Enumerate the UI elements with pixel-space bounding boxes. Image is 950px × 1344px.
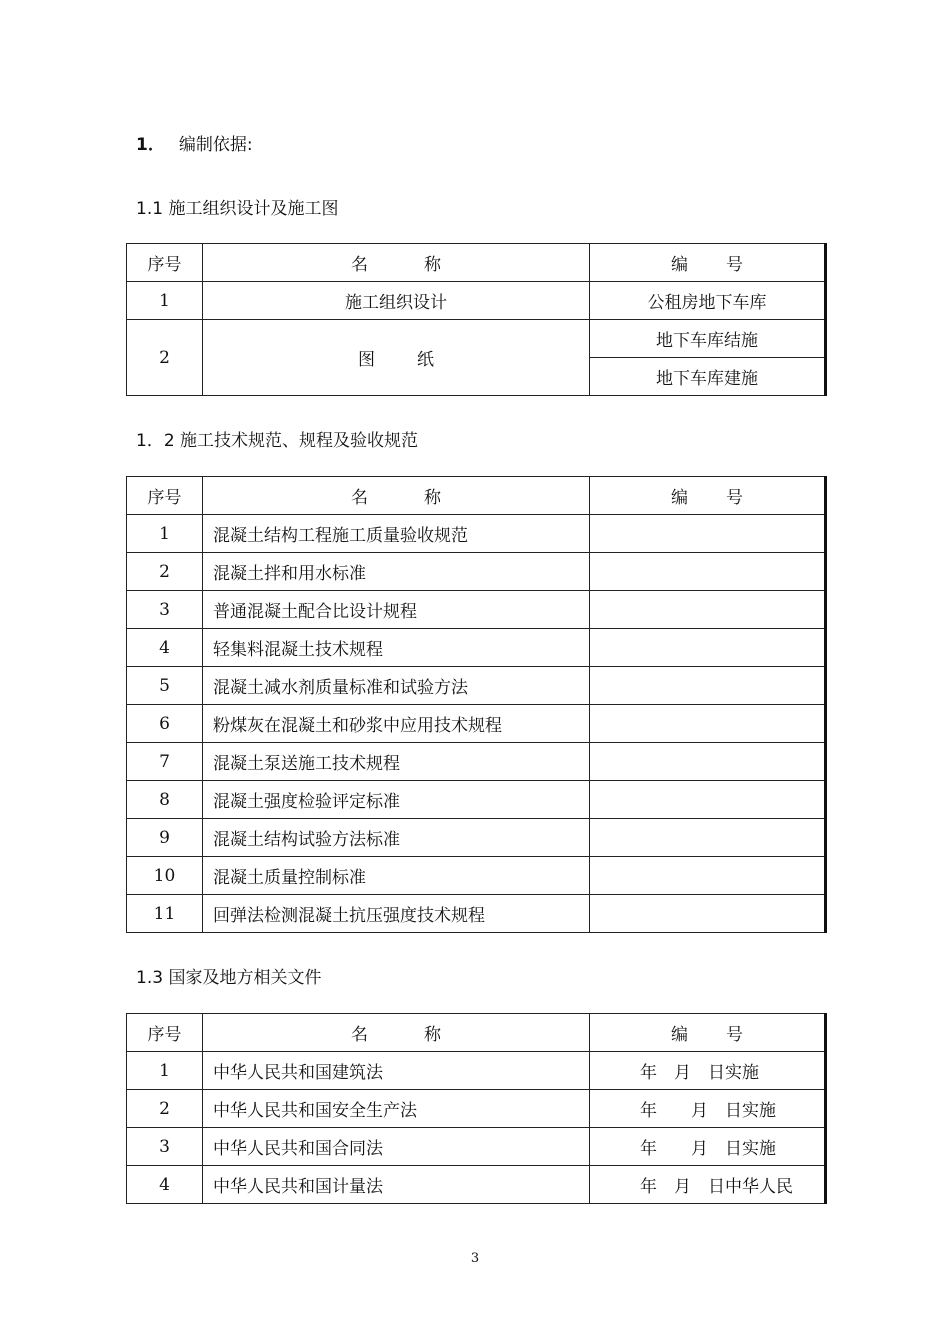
row-code [590, 515, 826, 553]
row-name: 普通混凝土配合比设计规程 [203, 591, 590, 629]
row-code [590, 743, 826, 781]
regulations-table [126, 1013, 827, 1204]
row-name [203, 320, 590, 396]
header-name-char-2: 称 [424, 1025, 441, 1045]
row-code: 地下车库结施 [590, 320, 826, 358]
header-name-char-1: 名 [351, 488, 368, 508]
section-1-1-title: 1.1 施工组织设计及施工图 [136, 199, 339, 219]
row-code [590, 629, 826, 667]
table-row [127, 895, 826, 933]
header-name-char-2: 称 [424, 255, 441, 275]
table-row [127, 819, 826, 857]
header-name [203, 244, 590, 282]
row-name: 回弹法检测混凝土抗压强度技术规程 [203, 895, 590, 933]
row-name: 混凝土结构工程施工质量验收规范 [203, 515, 590, 553]
header-code [590, 1014, 826, 1052]
section-1-2-heading [136, 426, 418, 451]
table-header-row [127, 1014, 826, 1052]
section-1-heading [136, 130, 253, 155]
table-row [127, 1090, 826, 1128]
header-name [203, 1014, 590, 1052]
section-1-1-heading [136, 194, 338, 219]
section-1-3-heading [136, 963, 321, 988]
header-code [590, 244, 826, 282]
header-seq: 序号 [127, 477, 203, 515]
row-name: 混凝土结构试验方法标准 [203, 819, 590, 857]
header-name-char-1: 名 [351, 255, 368, 275]
section-1-3-title: 1.3 国家及地方相关文件 [136, 968, 322, 988]
section-1-title: 编制依据: [178, 135, 253, 155]
table-row [127, 282, 826, 320]
row-name-char-2: 纸 [417, 350, 434, 370]
header-name-char-2: 称 [424, 488, 441, 508]
row-seq: 3 [127, 591, 203, 629]
row-seq: 2 [127, 1090, 203, 1128]
row-code: 年 月 日实施 [590, 1090, 826, 1128]
table-header-row [127, 244, 826, 282]
header-name-char-1: 名 [351, 1025, 368, 1045]
row-seq: 1 [127, 515, 203, 553]
header-code [590, 477, 826, 515]
row-seq: 4 [127, 629, 203, 667]
row-code [590, 553, 826, 591]
row-name: 中华人民共和国计量法 [203, 1166, 590, 1204]
row-name: 中华人民共和国安全生产法 [203, 1090, 590, 1128]
row-code [590, 667, 826, 705]
row-seq: 4 [127, 1166, 203, 1204]
header-code-char-2: 号 [726, 488, 743, 508]
row-code [590, 781, 826, 819]
header-name [203, 477, 590, 515]
row-seq: 6 [127, 705, 203, 743]
header-code-char-1: 编 [671, 488, 688, 508]
row-name: 混凝土拌和用水标准 [203, 553, 590, 591]
row-name: 混凝土泵送施工技术规程 [203, 743, 590, 781]
table-row [127, 591, 826, 629]
construction-design-table [126, 243, 827, 396]
table-row [127, 781, 826, 819]
section-1-2-title: 1．2 施工技术规范、规程及验收规范 [136, 431, 419, 451]
row-name: 中华人民共和国合同法 [203, 1128, 590, 1166]
header-code-char-1: 编 [671, 255, 688, 275]
row-name: 粉煤灰在混凝土和砂浆中应用技术规程 [203, 705, 590, 743]
table-row [127, 743, 826, 781]
section-1-number: 1． [136, 135, 165, 155]
row-code: 年 月 日实施 [590, 1052, 826, 1090]
row-seq: 10 [127, 857, 203, 895]
row-name: 混凝土减水剂质量标准和试验方法 [203, 667, 590, 705]
table-row [127, 515, 826, 553]
row-seq: 1 [127, 282, 203, 320]
row-code [590, 705, 826, 743]
row-seq: 2 [127, 553, 203, 591]
table-row [127, 705, 826, 743]
header-code-char-2: 号 [726, 1025, 743, 1045]
table-row [127, 1052, 826, 1090]
row-code [590, 591, 826, 629]
row-name: 混凝土强度检验评定标准 [203, 781, 590, 819]
row-code: 公租房地下车库 [590, 282, 826, 320]
row-seq: 9 [127, 819, 203, 857]
table-row [127, 553, 826, 591]
header-seq: 序号 [127, 244, 203, 282]
row-seq: 5 [127, 667, 203, 705]
row-code: 年 月 日实施 [590, 1128, 826, 1166]
table-row [127, 1166, 826, 1204]
header-code-char-1: 编 [671, 1025, 688, 1045]
row-seq: 3 [127, 1128, 203, 1166]
page-number: 3 [470, 1251, 480, 1266]
row-seq: 7 [127, 743, 203, 781]
row-seq: 8 [127, 781, 203, 819]
row-name: 施工组织设计 [203, 282, 590, 320]
header-seq: 序号 [127, 1014, 203, 1052]
row-code: 地下车库建施 [590, 358, 826, 396]
row-code [590, 819, 826, 857]
header-code-char-2: 号 [726, 255, 743, 275]
table-header-row [127, 477, 826, 515]
table-row [127, 1128, 826, 1166]
row-code [590, 857, 826, 895]
row-name: 轻集料混凝土技术规程 [203, 629, 590, 667]
row-name: 混凝土质量控制标准 [203, 857, 590, 895]
row-code [590, 895, 826, 933]
row-name-char-1: 图 [358, 350, 375, 370]
technical-standards-table [126, 476, 827, 933]
row-seq: 1 [127, 1052, 203, 1090]
table-row [127, 857, 826, 895]
table-row [127, 667, 826, 705]
row-seq: 11 [127, 895, 203, 933]
row-code: 年 月 日中华人民 [590, 1166, 826, 1204]
row-name: 中华人民共和国建筑法 [203, 1052, 590, 1090]
row-seq: 2 [127, 320, 203, 396]
table-row [127, 320, 826, 358]
table-row [127, 629, 826, 667]
